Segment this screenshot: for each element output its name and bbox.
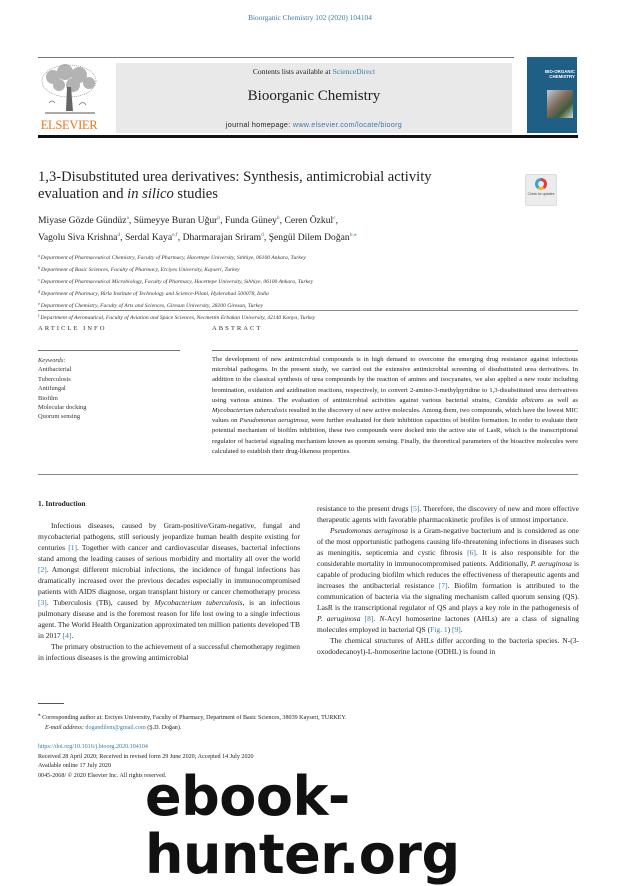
text: .: [460, 625, 463, 634]
italic-text: P. aeruginosa: [530, 559, 572, 568]
email-line: [38, 724, 578, 734]
author[interactable]: [284, 215, 335, 226]
author[interactable]: [134, 215, 220, 226]
reference-link[interactable]: [2]: [38, 565, 47, 574]
corresponding-author-footnote: [38, 711, 578, 733]
author-name: Funda Güney: [224, 215, 277, 226]
elsevier-wordmark: ELSEVIER: [40, 118, 98, 132]
text: is capable of producing biofilm which reduces the effectiveness of therapeutic agents and increases the antibacterial resistance: [317, 559, 579, 590]
author-name: Ceren Özkul: [284, 215, 334, 226]
paragraph: [38, 641, 300, 663]
body-column-right: [317, 503, 579, 657]
keyword: Biofilm: [38, 394, 58, 402]
text: . Tuberculosis (TB), caused by: [46, 598, 155, 607]
cover-artwork: [547, 90, 573, 118]
abstract-text: [212, 355, 578, 457]
text: ): [447, 625, 452, 634]
affiliation: [38, 251, 578, 263]
author-affil-marker[interactable]: d: [261, 232, 264, 238]
copyright-notice: 0045-2068/ © 2020 Elsevier Inc. All rights reserved.: [38, 773, 167, 780]
reference-link[interactable]: [4]: [62, 631, 72, 640]
text: resistance to the present drugs: [317, 504, 411, 513]
keywords-label: Keywords:: [38, 357, 66, 364]
affiliation-text: Department of Aeronautical, Faculty of Aviation and Space Sciences, Necmettin Erbakan University, 42140 Konya, Turkey: [40, 315, 316, 321]
author-affil-marker[interactable]: b: [276, 215, 280, 221]
text: is a Gram-negative bacterium and is considered as one of the most opportunistic pathogens causing life-threatening infections in diseases such as meningitis, septicemia and cystic fibrosis: [317, 526, 579, 557]
affiliation-text: Department of Pharmaceutical Microbiology, Faculty of Pharmacy, Hacettepe University, Sıhhiye, 06100 Ankara, Turkey: [40, 279, 314, 285]
paragraph: [317, 525, 579, 635]
text: . Together with cancer and cardiovascular diseases, bacterial infections stand among the leading causes of serious morbidity and mortality all over the world: [38, 543, 300, 563]
watermark: ebook-hunter.org: [145, 765, 460, 886]
affiliation: [38, 287, 578, 299]
keyword: Quorum sensing: [38, 413, 81, 421]
article-info-rule: [38, 350, 180, 351]
text: .: [373, 614, 380, 623]
affiliation-marker: e: [38, 301, 40, 306]
keyword: Molecular docking: [38, 404, 87, 412]
affiliation-list: [38, 251, 578, 323]
paragraph: [38, 520, 300, 641]
title-text: 1,3-Disubstituted urea derivatives: Synthesis, antimicrobial activity evaluation and: [38, 169, 432, 202]
author-affil-marker[interactable]: b: [217, 215, 221, 221]
body-column-left: [38, 520, 300, 663]
author-name: Vagolu Siva Krishna: [38, 232, 118, 243]
author-affil-marker[interactable]: c: [333, 215, 336, 221]
abstract-segment: The development of new antimicrobial compounds is in high demand to overcome the emerging drug resistance against infectious microbial pathogens. In the present study, we carried out the extensive antimicrobial screening of disubstituted urea derivatives. In addition to the classical synthesis of urea compounds by the reaction of amines and isocyanates, we also applied a new route including bromination, oxidation and azidination reactions, respectively, to convert 2-amino-3-methylpyridine to 1,3-disubstituted urea derivatives using various amines. The evaluation of antimicrobial activities against various bacterial strains,: [212, 356, 578, 404]
affiliation-text: Department of Pharmacy, Birla Institute of Technology and Science-Pilani, Hyderabad 500078, India: [41, 291, 269, 297]
journal-banner: [116, 63, 512, 133]
author[interactable]: [38, 232, 120, 243]
citation-link[interactable]: Bioorganic Chemistry 102 (2020) 104104: [248, 13, 372, 22]
author-name: Dharmarajan Sriram: [182, 232, 262, 243]
affiliation: [38, 311, 578, 323]
cover-title: [529, 69, 575, 79]
text: .: [71, 631, 74, 640]
check-updates-label: Check for updates: [527, 192, 555, 196]
text: , is an infectious pulmonary disease and is the foremost reason for life lost owing to a single infectious agent. The World Health Organization approximated ten million patients developed TB in 2017: [38, 598, 301, 640]
affiliation-marker: f: [38, 313, 40, 318]
contents-line: [116, 67, 512, 76]
italic-text: N: [379, 614, 385, 623]
author-affil-marker[interactable]: d: [117, 232, 121, 238]
article-info-heading: ARTICLE INFO: [38, 325, 107, 332]
abstract-segment: resulted in the discovery of new active molecules. Among them, two compounds, which have the lowest MIC values on: [212, 407, 578, 425]
abstract-rule: [212, 350, 578, 351]
affiliation-text: Department of Pharmaceutical Chemistry, Faculty of Pharmacy, Hacettepe University, Sıhhiye, 06100 Ankara, Turkey: [40, 255, 306, 261]
text: . Amongst different microbial infections, the incidence of fungal infections has dramatically increased over the previous decades especially in immunocompromised patients with AIDS diagnose, organ transplant history or cancer chemotherapy process: [38, 565, 300, 596]
author-affil-marker[interactable]: e,f: [172, 232, 178, 238]
elsevier-logo[interactable]: [36, 63, 102, 133]
affiliation-marker: d: [38, 289, 40, 294]
reference-link[interactable]: [1]: [68, 543, 77, 552]
text: The chemical structures of AHLs differ according to the bacteria species. N-(3-oxododecanoyl)-L-homoserine lactone (ODHL) is found in: [317, 636, 579, 656]
keyword: Antifungal: [38, 385, 66, 393]
homepage-prefix: journal homepage:: [225, 120, 293, 129]
footnote-marker: ⁎: [38, 712, 41, 718]
email-label: E-mail address:: [45, 724, 84, 731]
corresponding-line: [38, 711, 578, 724]
text: Infectious diseases, caused by Gram-positive/Gram-negative, fungal and mycobacterial pathogens, still seriously jeopardize human health despite existing for centuries: [38, 521, 300, 552]
figure-link[interactable]: Fig. 1: [430, 625, 448, 634]
paper-title: [38, 169, 468, 203]
affiliation-text: Department of Chemistry, Faculty of Arts and Sciences, Giresun University, 28200 Giresun, Turkey: [40, 303, 264, 309]
reference-link[interactable]: [5]: [410, 504, 420, 513]
available-online: Available online 17 July 2020: [38, 763, 111, 770]
abstract-italic: Candida albicans: [494, 396, 544, 404]
keywords-list: [38, 356, 178, 422]
reference-link[interactable]: [8]: [364, 614, 374, 623]
introduction-heading: 1. Introduction: [38, 499, 86, 508]
text: The primary obstruction to the achievement of a successful chemotherapy regimen in infectious diseases is the growing antimicrobial: [38, 642, 300, 662]
elsevier-tree-icon: [39, 63, 99, 117]
reference-link[interactable]: [7]: [438, 581, 448, 590]
reference-link[interactable]: [9]: [451, 625, 461, 634]
journal-citation[interactable]: [0, 13, 620, 22]
contents-prefix: Contents lists available at: [252, 67, 333, 76]
email-suffix: (Ş.D. Doğan).: [145, 724, 182, 731]
affiliation-marker: a: [38, 253, 40, 258]
text: . Therefore, the discovery of new and more effective therapeutic agents with favorable pharmacokinetic profiles is of utmost importance.: [317, 504, 579, 524]
section-rule: [38, 310, 578, 311]
affiliation-marker: c: [38, 277, 40, 282]
check-for-updates-button[interactable]: [525, 174, 557, 206]
abstract-italic: Mycobacterium tuberculosis: [212, 407, 288, 415]
journal-cover-image[interactable]: [527, 57, 577, 133]
abstract-italic: Pseudomonas aeruginosa: [239, 417, 308, 425]
text: -Acyl homoserine lactones (AHLs) are a class of signaling molecules employed in bacterial QS (: [317, 614, 580, 634]
text: . It is also responsible for the considerable mortality in immunocompromised patients. Additionally,: [317, 548, 580, 568]
homepage-link[interactable]: www.elsevier.com/locate/bioorg: [292, 120, 403, 129]
author[interactable]: [225, 215, 280, 226]
author[interactable]: [38, 215, 129, 226]
journal-homepage: [116, 120, 512, 129]
journal-title: Bioorganic Chemistry: [247, 88, 381, 104]
affiliation: [38, 275, 578, 287]
title-italic: in silico: [127, 186, 174, 202]
affiliation: [38, 263, 578, 275]
header-thick-rule: [38, 135, 578, 138]
corresponding-text: Corresponding author at: Erciyes University, Faculty of Pharmacy, Department of Basic Sciences, 38039 Kayseri, TURKEY.: [40, 715, 347, 722]
abstract-segment: as well as: [543, 396, 578, 404]
affiliation-marker: b: [38, 265, 40, 270]
check-updates-icon: [535, 178, 547, 190]
author-name: Şengül Dilem Doğan: [268, 232, 350, 243]
reference-link[interactable]: [6]: [467, 548, 476, 557]
reference-link[interactable]: [3]: [38, 598, 47, 607]
abstract-bottom-rule: [38, 474, 578, 475]
italic-text: Mycobacterium tuberculosis: [154, 598, 243, 607]
paragraph: [317, 503, 579, 525]
keyword: Tuberculosis: [38, 375, 71, 383]
paragraph: [317, 635, 579, 657]
doi-link[interactable]: https://doi.org/10.1016/j.bioorg.2020.104104: [38, 744, 148, 750]
email-link[interactable]: dogandilem@gmail.com: [85, 724, 146, 731]
cover-title-line-2: CHEMISTRY: [549, 74, 575, 79]
author-affil-marker[interactable]: a: [126, 215, 129, 221]
author[interactable]: [269, 232, 357, 243]
affiliation-text: Department of Basic Sciences, Faculty of Pharmacy, Erciyes University, Kayseri, Turkey: [41, 267, 240, 273]
footnote-rule: [38, 703, 64, 704]
abstract-heading: ABSTRACT: [212, 325, 263, 332]
header-rule: [38, 57, 514, 58]
text: . Biofilm formation is attributed to the communication of bacteria via the signaling mechanism called quorum sensing (QS). LasR is the transcriptional regulator of QS and plays a key role in the pathogenesis of: [317, 581, 579, 612]
author-name: Sümeyye Buran Uğur: [133, 215, 218, 226]
sciencedirect-link[interactable]: ScienceDirect: [332, 67, 376, 76]
author[interactable]: [125, 232, 178, 243]
author-name: Serdal Kaya: [124, 232, 173, 243]
italic-text: Pseudomonas aeruginosa: [330, 526, 408, 535]
abstract-segment: , were further evaluated for their inhibition capacities of biofilm formation. In order to evaluate their potential mechanism of biofilm inhibition, these two compounds were docked into the active site of LasR, which is the transcriptional regulator of bacterial signaling mechanism known as quorum sensing. Finally, the theoretical parameters of the bioactive molecules were calculated to establish their drug-likeness properties.: [212, 417, 578, 455]
received-dates: Received 28 April 2020; Received in revised form 29 June 2020; Accepted 14 July 2020: [38, 753, 254, 760]
author-list: Miyase Gözde Gündüz$^a$, Sümeyye Buran Uğur$^b$, Funda Güney$^b$, Ceren Özkul$^c$, Vagolu Siva Krishna$^d$, Serdal Kaya$^{e,f}$, Dharmarajan Sriram$^d$, Şengül Dilem Doğan$^{b,⁎}$: [38, 215, 357, 243]
title-text-end: studies: [173, 186, 218, 202]
cover-title-line-1: BIO-ORGANIC: [544, 69, 575, 74]
keyword: Antibacterial: [38, 366, 72, 374]
author[interactable]: [183, 232, 264, 243]
author-name: Miyase Gözde Gündüz: [38, 215, 127, 226]
author-affil-marker[interactable]: b,⁎: [349, 232, 357, 238]
italic-text: P. aeruginosa: [317, 614, 361, 623]
